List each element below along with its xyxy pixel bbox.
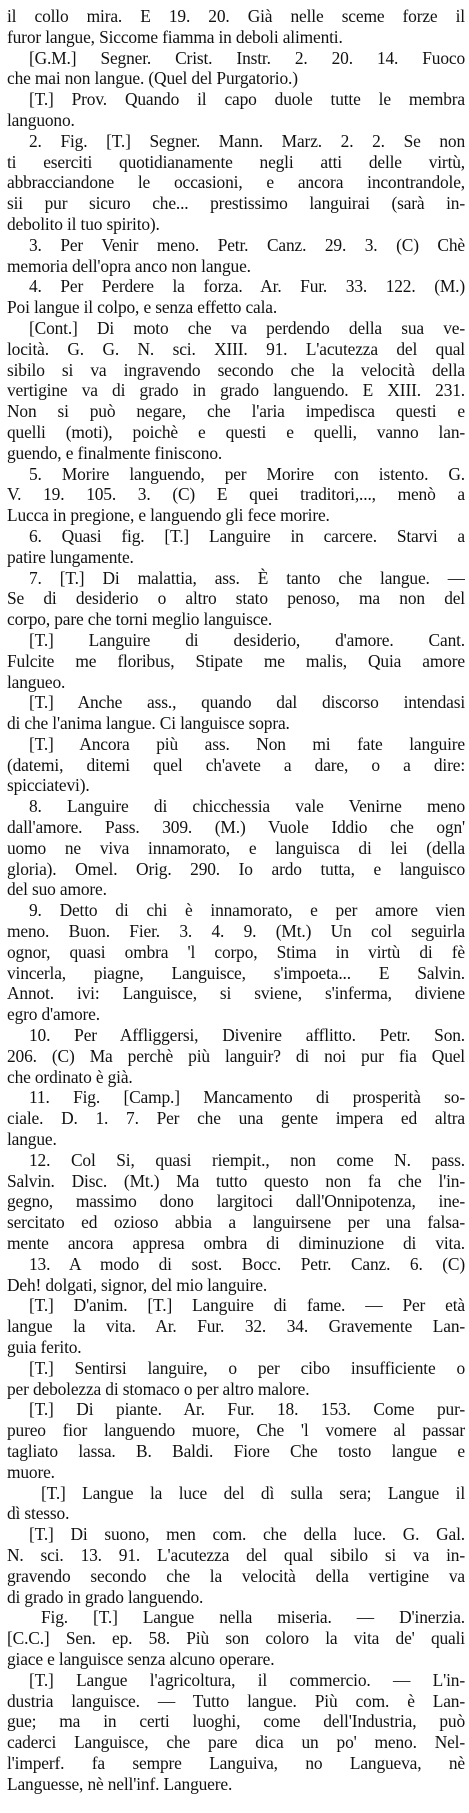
text-line: Salvin. Disc. (Mt.) Ma tutto questo non fa che l'in- [7,1170,465,1191]
text-line: Se di desiderio o altro stato penoso, ma non del [7,588,465,609]
text-line: 206. (C) Ma perchè più languir? di noi pur fia Quel [7,1045,465,1066]
text-line: del suo amore. [7,879,107,900]
text-line: langue. [7,1129,57,1150]
text-line: [C.C.] Sen. ep. 58. Più son coloro la vita de' quali [7,1628,465,1649]
text-line: (datemi, ditemi quel ch'avete a dare, o a dire: [7,754,465,775]
text-line: [T.] Prov. Quando il capo duole tutte le membra [29,89,465,110]
text-line: gue; ma in certi luoghi, come dell'Industria, può [7,1711,465,1732]
text-line: dì stesso. [7,1503,70,1524]
text-line: giace e languisce senza alcuno operare. [7,1648,275,1669]
text-line: caderci Languisce, che pare dica un po' meno. Nel- [7,1732,465,1753]
text-line: languono. [7,109,75,130]
text-line: [T.] Langue l'agricoltura, il commercio. — L'in- [29,1669,465,1690]
text-line: [T.] Di piante. Ar. Fur. 18. 153. Come pur- [29,1399,465,1420]
text-line: sibilo si va ingravendo secondo che la velocità della [7,359,465,380]
text-line: ciale. D. 1. 7. Per che una gente impera ed altra [7,1108,465,1129]
text-line: [T.] Anche ass., quando dal discorso intendasi [29,692,465,713]
text-line: debolito il tuo spirito). [7,213,160,234]
text-line: 7. [T.] Di malattia, ass. È tanto che langue. — [29,567,465,588]
text-line: vincerla, piagne, Languisce, s'impoeta... E Salvin. [7,962,465,983]
text-line: ti eserciti quotidianamente negli atti delle virtù, [7,151,465,172]
text-line: 10. Per Affliggersi, Divenire afflitto. Petr. Son. [29,1025,465,1046]
text-line: corpo, pare che torni meglio languisce. [7,609,273,630]
text-line: quelli (moti), poichè e questi e quelli, vanno lan- [7,421,465,442]
text-line: [T.] Languire di desiderio, d'amore. Cant. [29,629,465,650]
text-line: [Cont.] Di moto che va perdendo della sua ve- [29,317,465,338]
text-line: che ordinato è già. [7,1066,133,1087]
text-line: tagliato lassa. B. Baldi. Fiore Che tosto langue e [7,1440,465,1461]
text-line: Poi langue il colpo, e senza effetto cala. [7,297,278,318]
text-line: Non si può negare, che l'aria impedisca questi e [7,401,465,422]
text-line: dall'amore. Pass. 309. (M.) Vuole Iddio che ogn' [7,817,465,838]
text-line: locità. G. G. N. sci. XIII. 91. L'acutezza del qual [7,338,465,359]
text-line: il collo mira. E 19. 20. Già nelle sceme forze il [7,6,465,26]
text-column [7,6,465,1795]
text-line: sii pur sicuro che... prestissimo languirai (sarà in- [7,193,465,214]
text-line: 12. Col Si, quasi riempit., non come N. pass. [29,1149,465,1170]
text-line: furor langue, Siccome fiamma in deboli alimenti. [7,26,343,47]
text-line: pureo fior languendo muore, Che 'l vomere al passar [7,1420,465,1441]
text-line: [T.] Di suono, men com. che della luce. G. Gal. [29,1524,465,1545]
text-line: sercitato ed ozioso abbia a languirsene per una falsa- [7,1212,465,1233]
text-line: langueo. [7,671,66,692]
text-line: di grado in grado languendo. [7,1586,204,1607]
text-line: 9. Detto di chi è innamorato, e per amore vien [29,900,465,921]
text-line: uomo ne viva innamorato, e languisca di lei (della [7,837,465,858]
text-line: 11. Fig. [Camp.] Mancamento di prosperità so- [29,1087,465,1108]
text-line: vertigine va di grado in grado languendo. E XIII. 231. [7,380,465,401]
text-line: V. 19. 105. 3. (C) E quei traditori,..., menò a [7,484,465,505]
text-line: Deh! dolgati, signor, del mio languire. [7,1274,268,1295]
text-line: N. sci. 13. 91. L'acutezza del qual sibilo si va in- [7,1544,465,1565]
text-line: 3. Per Venir meno. Petr. Canz. 29. 3. (C) Chè [29,234,465,255]
text-line: mente ancora appresa ombra di diminuzione di vita. [7,1233,465,1254]
text-line: [T.] Sentirsi languire, o per cibo insufficiente o [29,1357,465,1378]
text-line: Lucca in pregione, e languendo gli fece morire. [7,505,330,526]
text-line: guia ferito. [7,1337,82,1357]
text-line: Languesse, nè nell'inf. Languere. [7,1773,233,1794]
text-line: [G.M.] Segner. Crist. Instr. 2. 20. 14. Fuoco [29,47,465,68]
text-line: 2. Fig. [T.] Segner. Mann. Marz. 2. 2. Se non [29,130,465,151]
text-line: guendo, e finalmente finiscono. [7,442,223,463]
text-line: memoria dell'opra anco non langue. [7,255,251,276]
text-line: 5. Morire languendo, per Morire con istento. G. [29,463,465,484]
text-line: di che l'anima langue. Ci languisce sopra. [7,713,290,734]
text-line: ognor, quasi ombra 'l corpo, Stima in virtù di fè [7,941,465,962]
text-line: egro d'amore. [7,1004,100,1025]
text-line: muore. [7,1461,55,1482]
text-line: 6. Quasi fig. [T.] Languire in carcere. Starvi a [29,525,465,546]
text-line: gravendo secondo che la velocità della vertigine va [7,1565,465,1586]
text-line: gloria). Omel. Orig. 290. Io ardo tutta, e languisco [7,858,465,879]
text-line: Annot. ivi: Languisce, si sviene, s'inferma, diviene [7,983,465,1004]
text-line: l'imperf. fa sempre Languiva, no Langueva, nè [7,1752,465,1773]
text-line: abbracciandone le occasioni, e ancora incontrandole, [7,172,465,193]
text-line: per debolezza di stomaco o per altro malore. [7,1378,310,1399]
text-line: 4. Per Perdere la forza. Ar. Fur. 33. 122. (M.) [29,276,465,297]
text-line: 13. A modo di sost. Bocc. Petr. Canz. 6. (C) [29,1253,465,1274]
text-line: langue la vita. Ar. Fur. 32. 34. Gravemente Lan- [7,1316,465,1337]
text-line: [T.] Langue la luce del dì sulla sera; Langue il [41,1482,465,1503]
text-line: spicciatevi). [7,775,90,796]
text-line: [T.] Ancora più ass. Non mi fate languire [29,733,465,754]
text-line: Fulcite me floribus, Stipate me malis, Quia amore [7,650,465,671]
text-line: meno. Buon. Fier. 3. 4. 9. (Mt.) Un col seguirla [7,921,465,942]
text-line: [T.] D'anim. [T.] Languire di fame. — Per età [29,1295,465,1316]
text-line: gegno, massimo dono largitoci dall'Onnipotenza, ine- [7,1191,465,1212]
text-line: patire lungamente. [7,546,134,567]
text-line: dustria languisce. — Tutto langue. Più com. è Lan- [7,1690,465,1711]
text-line: 8. Languire di chicchessia vale Venirne meno [29,796,465,817]
text-line: Fig. [T.] Langue nella miseria. — D'inerzia. [41,1607,465,1628]
text-line: che mai non langue. (Quel del Purgatorio.) [7,68,298,89]
